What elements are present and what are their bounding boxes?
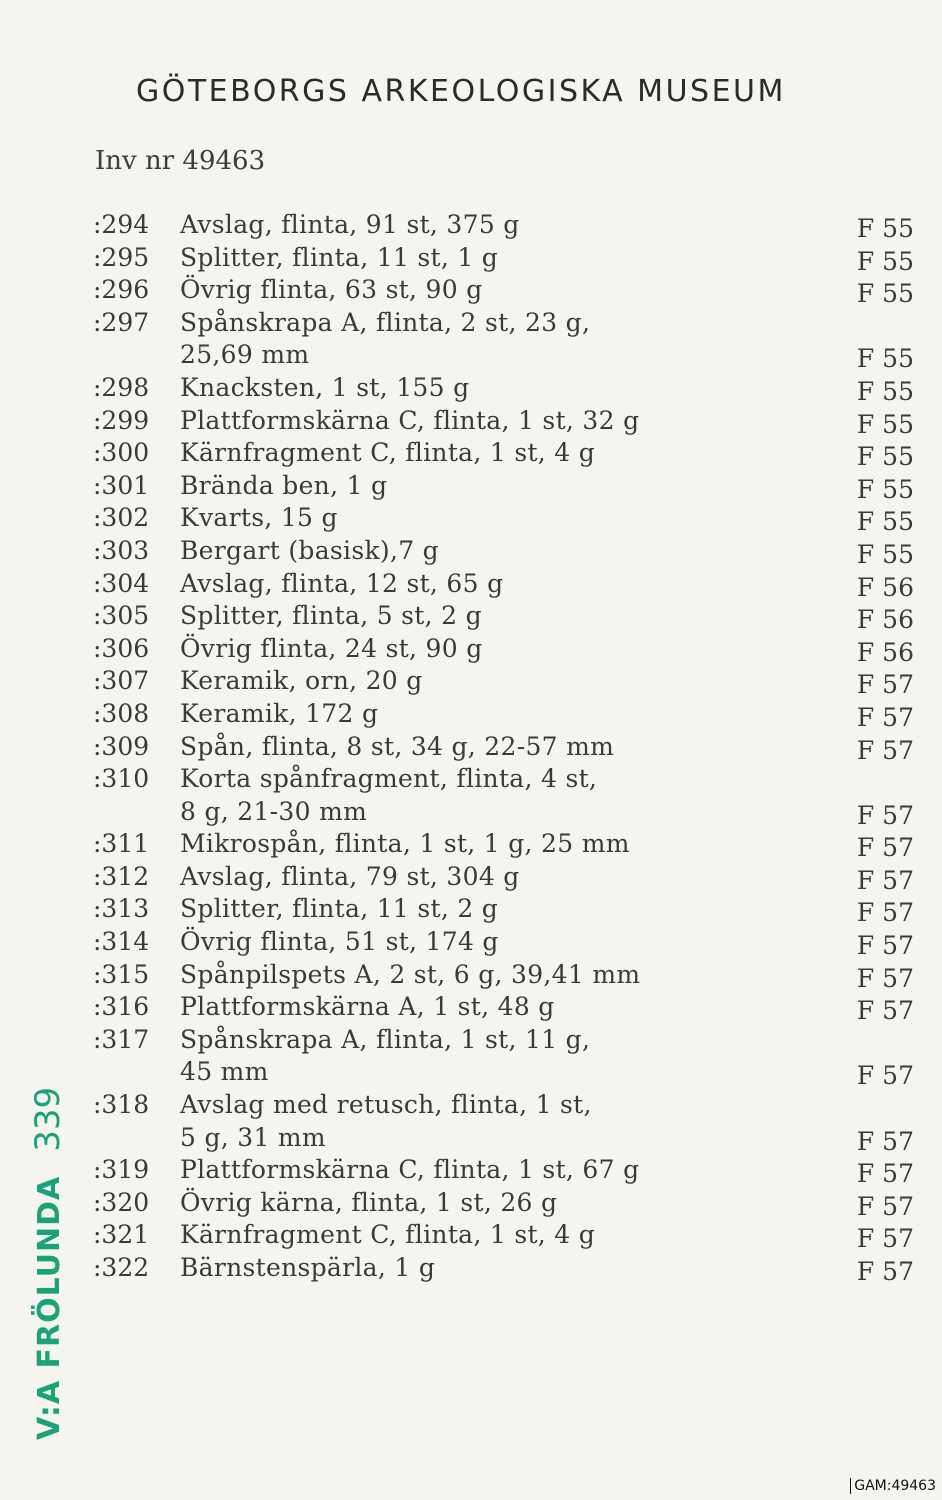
item-number: :296 — [93, 275, 150, 305]
item-number: :310 — [93, 764, 150, 794]
find-number: F 57 — [856, 800, 914, 830]
find-number: F 57 — [856, 1224, 914, 1254]
item-number: :313 — [93, 894, 150, 924]
list-item — [0, 373, 942, 406]
find-number: F 55 — [856, 474, 914, 504]
find-number: F 57 — [856, 931, 914, 961]
item-list — [0, 210, 942, 1286]
list-item — [0, 927, 942, 960]
find-number: F 57 — [856, 735, 914, 765]
item-description: Splitter, flinta, 11 st, 1 g — [180, 242, 499, 272]
list-item-continuation — [0, 1123, 942, 1156]
item-description: Spånskrapa A, flinta, 1 st, 11 g, — [180, 1024, 591, 1054]
find-number: F 57 — [856, 898, 914, 928]
list-item — [0, 992, 942, 1025]
item-number: :318 — [93, 1090, 150, 1120]
inventory-number: Inv nr 49463 — [95, 146, 266, 176]
item-number: :306 — [93, 633, 150, 663]
find-number: F 55 — [856, 539, 914, 569]
item-description: 8 g, 21-30 mm — [180, 796, 368, 826]
list-item — [0, 243, 942, 276]
item-number: :316 — [93, 992, 150, 1022]
list-item — [0, 471, 942, 504]
find-number: F 57 — [856, 1061, 914, 1091]
item-description: Spån, flinta, 8 st, 34 g, 22-57 mm — [180, 731, 615, 761]
item-number: :317 — [93, 1024, 150, 1054]
list-item — [0, 569, 942, 602]
item-number: :315 — [93, 959, 150, 989]
list-item — [0, 275, 942, 308]
item-number: :307 — [93, 666, 150, 696]
item-number: :302 — [93, 503, 150, 533]
find-number: F 57 — [856, 1257, 914, 1286]
item-number: :320 — [93, 1187, 150, 1217]
item-number: :299 — [93, 405, 150, 435]
find-number: F 57 — [856, 1159, 914, 1189]
item-description: Plattformskärna C, flinta, 1 st, 32 g — [180, 405, 640, 435]
item-number: :298 — [93, 372, 150, 402]
item-description: 25,69 mm — [180, 340, 310, 370]
item-description: Korta spånfragment, flinta, 4 st, — [180, 764, 598, 794]
item-number: :319 — [93, 1155, 150, 1185]
item-description: Kärnfragment C, flinta, 1 st, 4 g — [180, 1220, 596, 1250]
list-item — [0, 634, 942, 667]
item-description: Bärnstenspärla, 1 g — [180, 1253, 436, 1282]
item-description: Avslag, flinta, 79 st, 304 g — [180, 861, 520, 891]
item-description: Avslag, flinta, 91 st, 375 g — [180, 210, 520, 239]
item-number: :309 — [93, 731, 150, 761]
item-description: Plattformskärna A, 1 st, 48 g — [180, 992, 555, 1022]
item-description: Spånskrapa A, flinta, 2 st, 23 g, — [180, 307, 591, 337]
list-item — [0, 829, 942, 862]
find-number: F 55 — [856, 246, 914, 276]
list-item — [0, 1155, 942, 1188]
list-item — [0, 1025, 942, 1058]
site-stamp — [28, 1087, 68, 1440]
item-description: Kärnfragment C, flinta, 1 st, 4 g — [180, 438, 596, 468]
list-item — [0, 210, 942, 243]
list-item — [0, 862, 942, 895]
find-number: F 55 — [856, 409, 914, 439]
list-item — [0, 1220, 942, 1253]
item-number: :305 — [93, 601, 150, 631]
list-item-continuation — [0, 340, 942, 373]
item-description: Keramik, orn, 20 g — [180, 666, 423, 696]
find-number: F 57 — [856, 702, 914, 732]
list-item — [0, 438, 942, 471]
museum-title: GÖTEBORGS ARKEOLOGISKA MUSEUM — [136, 74, 786, 109]
list-item — [0, 960, 942, 993]
item-description: 45 mm — [180, 1057, 269, 1087]
item-description: Avslag, flinta, 12 st, 65 g — [180, 568, 504, 598]
item-description: 5 g, 31 mm — [180, 1122, 326, 1152]
item-number: :303 — [93, 535, 150, 565]
list-item — [0, 601, 942, 634]
find-number: F 56 — [856, 605, 914, 635]
item-description: Övrig kärna, flinta, 1 st, 26 g — [180, 1187, 558, 1217]
list-item — [0, 1188, 942, 1221]
item-number: :304 — [93, 568, 150, 598]
item-description: Splitter, flinta, 11 st, 2 g — [180, 894, 499, 924]
item-description: Brända ben, 1 g — [180, 470, 388, 500]
item-description: Övrig flinta, 24 st, 90 g — [180, 633, 483, 663]
find-number: F 57 — [856, 996, 914, 1026]
item-description: Spånpilspets A, 2 st, 6 g, 39,41 mm — [180, 959, 641, 989]
list-item-continuation — [0, 1057, 942, 1090]
find-number: F 55 — [856, 279, 914, 309]
list-item — [0, 666, 942, 699]
item-description: Mikrospån, flinta, 1 st, 1 g, 25 mm — [180, 829, 630, 859]
list-item — [0, 536, 942, 569]
find-number: F 57 — [856, 833, 914, 863]
find-number: F 57 — [856, 1191, 914, 1221]
item-number: :312 — [93, 861, 150, 891]
find-number: F 56 — [856, 572, 914, 602]
item-number: :301 — [93, 470, 150, 500]
item-description: Bergart (basisk),7 g — [180, 535, 439, 565]
item-number: :322 — [93, 1253, 150, 1282]
list-item — [0, 308, 942, 341]
item-description: Övrig flinta, 63 st, 90 g — [180, 275, 483, 305]
list-item-continuation — [0, 797, 942, 830]
item-number: :311 — [93, 829, 150, 859]
item-number: :300 — [93, 438, 150, 468]
list-item — [0, 503, 942, 536]
site-number: 339 — [28, 1086, 68, 1152]
item-description: Keramik, 172 g — [180, 698, 379, 728]
list-item — [0, 406, 942, 439]
find-number: F 55 — [856, 344, 914, 374]
find-number: F 55 — [856, 376, 914, 406]
list-item — [0, 764, 942, 797]
item-number: :294 — [93, 210, 150, 239]
item-number: :297 — [93, 307, 150, 337]
find-number: F 55 — [856, 442, 914, 472]
item-description: Splitter, flinta, 5 st, 2 g — [180, 601, 482, 631]
list-item — [0, 1253, 942, 1286]
archive-label: GAM:49463 — [850, 1478, 936, 1494]
list-item — [0, 732, 942, 765]
list-item — [0, 894, 942, 927]
item-description: Övrig flinta, 51 st, 174 g — [180, 927, 499, 957]
list-item — [0, 1090, 942, 1123]
item-number: :295 — [93, 242, 150, 272]
find-number: F 55 — [856, 507, 914, 537]
item-description: Avslag med retusch, flinta, 1 st, — [180, 1090, 592, 1120]
item-description: Kvarts, 15 g — [180, 503, 338, 533]
find-number: F 57 — [856, 963, 914, 993]
find-number: F 57 — [856, 865, 914, 895]
find-number: F 57 — [856, 670, 914, 700]
list-item — [0, 699, 942, 732]
item-number: :308 — [93, 698, 150, 728]
item-number: :314 — [93, 927, 150, 957]
site-name: V:A FRÖLUNDA — [32, 1175, 67, 1440]
item-number: :321 — [93, 1220, 150, 1250]
find-number: F 57 — [856, 1126, 914, 1156]
find-number: F 55 — [856, 214, 914, 243]
item-description: Plattformskärna C, flinta, 1 st, 67 g — [180, 1155, 640, 1185]
item-description: Knacksten, 1 st, 155 g — [180, 372, 470, 402]
find-number: F 56 — [856, 637, 914, 667]
